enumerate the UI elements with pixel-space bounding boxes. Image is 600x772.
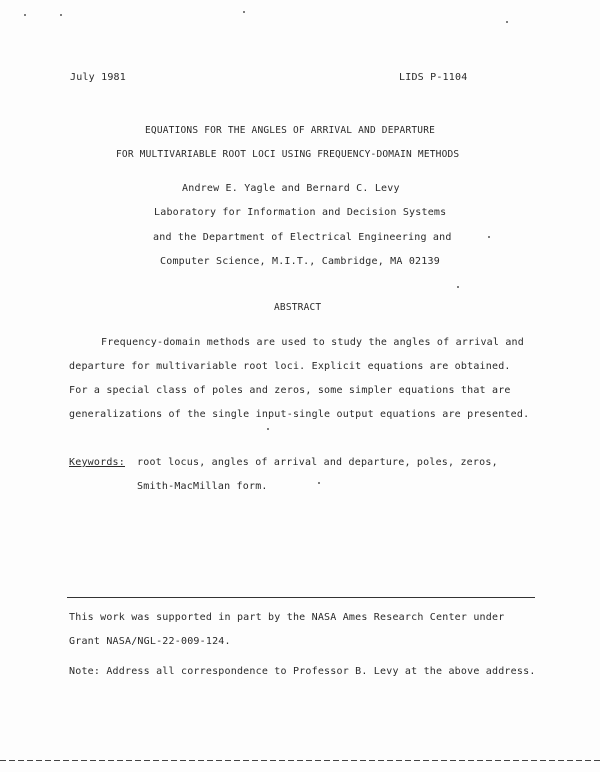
scan-speck bbox=[506, 21, 508, 23]
paper-title-line-1: EQUATIONS FOR THE ANGLES OF ARRIVAL AND DEPARTURE bbox=[145, 125, 436, 136]
footnote-divider bbox=[67, 597, 535, 598]
scan-speck bbox=[488, 236, 490, 238]
scan-speck bbox=[60, 14, 62, 16]
scan-speck bbox=[243, 11, 245, 13]
abstract-heading: ABSTRACT bbox=[274, 302, 322, 313]
abstract-line-1: Frequency-domain methods are used to study the angles of arrival and bbox=[101, 337, 524, 348]
keywords-line-1: root locus, angles of arrival and departure, poles, zeros, bbox=[137, 457, 498, 468]
report-date: July 1981 bbox=[70, 72, 126, 83]
author-names: Andrew E. Yagle and Bernard C. Levy bbox=[182, 183, 400, 194]
keywords-line-2: Smith-MacMillan form. bbox=[137, 481, 268, 492]
scan-speck bbox=[267, 428, 269, 430]
funding-note-line-1: This work was supported in part by the NASA Ames Research Center under bbox=[69, 612, 505, 623]
report-number: LIDS P-1104 bbox=[399, 72, 468, 83]
affiliation-line-1: Laboratory for Information and Decision Systems bbox=[154, 207, 447, 218]
scan-speck bbox=[24, 14, 26, 16]
funding-note-line-2: Grant NASA/NGL-22-009-124. bbox=[69, 636, 231, 647]
abstract-line-4: generalizations of the single input-single output equations are presented. bbox=[69, 409, 530, 420]
affiliation-line-3: Computer Science, M.I.T., Cambridge, MA 02139 bbox=[160, 256, 440, 267]
keywords-label: Keywords: bbox=[69, 457, 125, 468]
abstract-line-3: For a special class of poles and zeros, some simpler equations that are bbox=[69, 385, 511, 396]
scan-edge-artifact bbox=[0, 760, 600, 761]
abstract-line-2: departure for multivariable root loci. Explicit equations are obtained. bbox=[69, 361, 511, 372]
correspondence-note: Note: Address all correspondence to Professor B. Levy at the above address. bbox=[69, 666, 536, 677]
scan-speck bbox=[318, 482, 320, 484]
affiliation-line-2: and the Department of Electrical Engineering and bbox=[153, 232, 452, 243]
paper-title-line-2: FOR MULTIVARIABLE ROOT LOCI USING FREQUENCY-DOMAIN METHODS bbox=[116, 149, 460, 160]
scan-speck bbox=[457, 286, 459, 288]
